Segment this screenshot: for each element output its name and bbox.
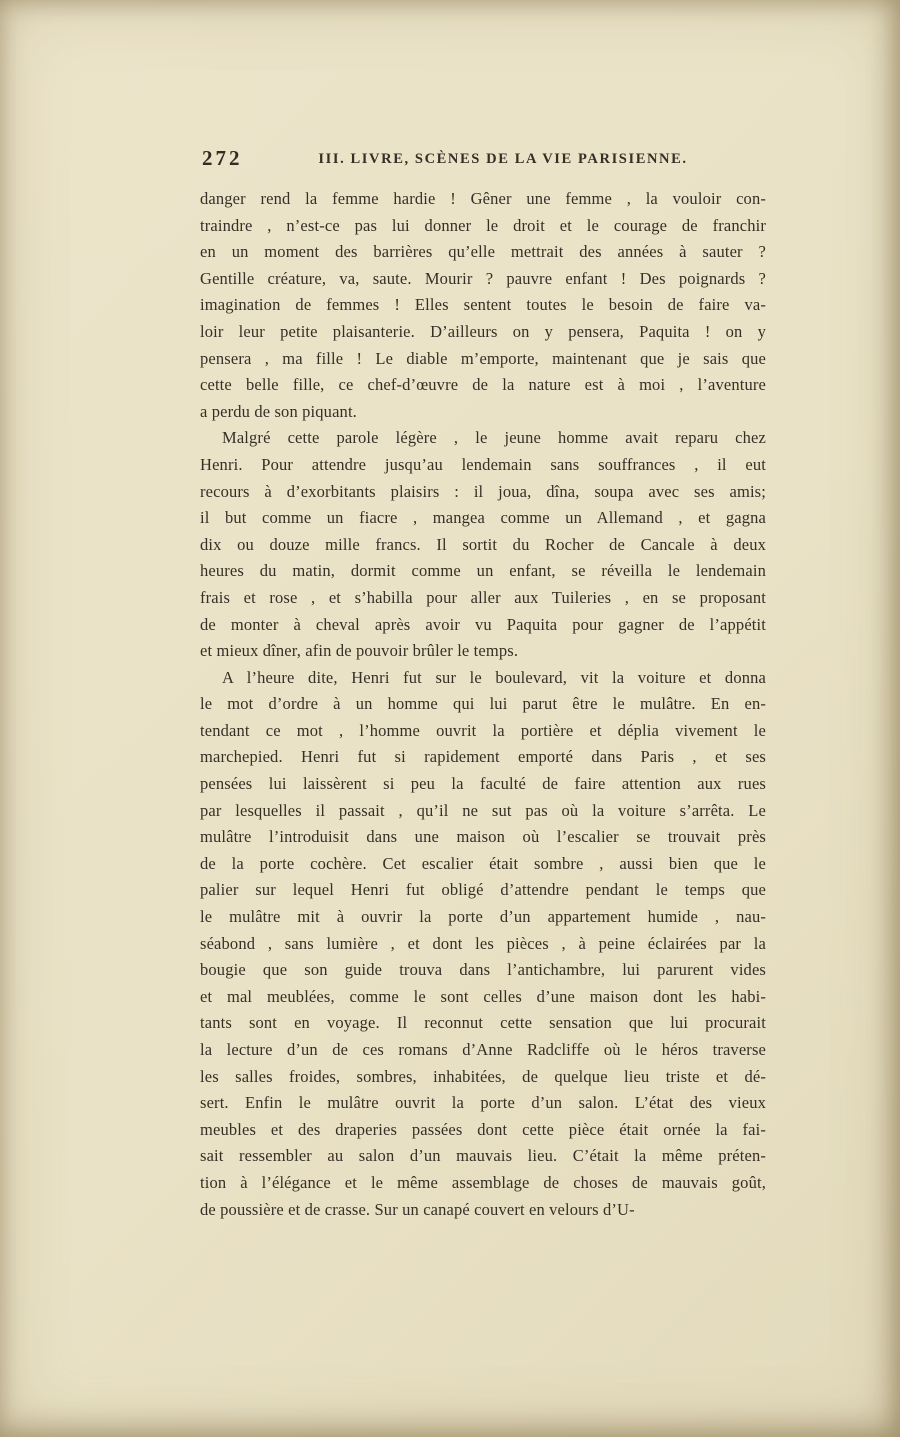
text-line: de monter à cheval après avoir vu Paquita pour gagner de l’appétit — [200, 614, 766, 634]
text-line: heures du matin, dormit comme un enfant, se réveilla le lendemain — [200, 561, 766, 581]
text-line: tendant ce mot , l’homme ouvrit la portière et déplia vivement le — [200, 720, 766, 740]
text-line: frais et rose , et s’habilla pour aller aux Tuileries , en se proposant — [200, 587, 766, 607]
text-line: il but comme un fiacre , mangea comme un Allemand , et gagna — [200, 508, 766, 528]
running-title: III. LIVRE, SCÈNES DE LA VIE PARISIENNE. — [318, 151, 688, 167]
text-line: traindre , n’est-ce pas lui donner le droit et le courage de franchir — [200, 215, 766, 235]
text-line: danger rend la femme hardie ! Gêner une femme , la vouloir con- — [200, 189, 766, 208]
paragraph — [200, 186, 766, 425]
text-line: Gentille créature, va, saute. Mourir ? pauvre enfant ! Des poignards ? — [200, 268, 766, 288]
text-line: sert. Enfin le mulâtre ouvrit la porte d’un salon. L’état des vieux — [200, 1093, 766, 1113]
text-line: et mal meublées, comme le sont celles d’une maison dont les habi- — [200, 986, 766, 1006]
page-number: 272 — [202, 146, 243, 170]
text-line: loir leur petite plaisanterie. D’ailleurs on y pensera, Paquita ! on y — [200, 321, 766, 341]
body-text — [200, 186, 766, 1223]
text-line: palier sur lequel Henri fut obligé d’attendre pendant le temps que — [200, 880, 766, 900]
text-line: de la porte cochère. Cet escalier était sombre , aussi bien que le — [200, 853, 766, 873]
text-line: et mieux dîner, afin de pouvoir brûler le temps. — [200, 641, 519, 661]
paragraph — [200, 665, 766, 1223]
paragraph — [200, 425, 766, 664]
text-line: sait ressembler au salon d’un mauvais lieu. C’était la même préten- — [200, 1146, 766, 1166]
running-head — [200, 146, 766, 172]
text-line: de poussière et de crasse. Sur un canapé couvert en velours d’U- — [200, 1199, 635, 1219]
text-line: le mulâtre mit à ouvrir la porte d’un appartement humide , nau- — [200, 907, 766, 927]
text-line: Malgré cette parole légère , le jeune homme avait reparu chez — [222, 428, 766, 448]
text-line: pensées lui laissèrent si peu la faculté de faire attention aux rues — [200, 774, 766, 794]
text-line: tants sont en voyage. Il reconnut cette sensation que lui procurait — [200, 1013, 766, 1033]
text-line: la lecture d’un de ces romans d’Anne Radcliffe où le héros traverse — [200, 1040, 766, 1059]
text-line: A l’heure dite, Henri fut sur le boulevard, vit la voiture et donna — [222, 667, 766, 687]
text-line: le mot d’ordre à un homme qui lui parut être le mulâtre. En en- — [200, 694, 766, 714]
text-line: en un moment des barrières qu’elle mettrait des années à sauter ? — [200, 242, 766, 262]
text-line: Henri. Pour attendre jusqu’au lendemain sans souffrances , il eut — [200, 454, 766, 474]
text-line: séabond , sans lumière , et dont les pièces , à peine éclairées par la — [200, 933, 766, 953]
text-line: mulâtre l’introduisit dans une maison où l’escalier se trouvait près — [200, 827, 766, 847]
text-line: cette belle fille, ce chef-d’œuvre de la nature est à moi , l’aventure — [200, 375, 766, 395]
text-line: meubles et des draperies passées dont cette pièce était ornée la fai- — [200, 1119, 766, 1139]
text-line: bougie que son guide trouva dans l’antichambre, lui parurent vides — [200, 960, 766, 980]
text-line: tion à l’élégance et le même assemblage de choses de mauvais goût, — [200, 1172, 766, 1192]
text-line: marchepied. Henri fut si rapidement emporté dans Paris , et ses — [200, 747, 766, 767]
text-line: recours à d’exorbitants plaisirs : il joua, dîna, soupa avec ses amis; — [200, 481, 766, 501]
text-line: par lesquelles il passait , qu’il ne sut pas où la voiture s’arrêta. Le — [200, 800, 766, 820]
text-line: pensera , ma fille ! Le diable m’emporte, maintenant que je sais que — [200, 348, 766, 368]
text-line: dix ou douze mille francs. Il sortit du Rocher de Cancale à deux — [200, 534, 766, 554]
text-line: imagination de femmes ! Elles sentent toutes le besoin de faire va- — [200, 295, 766, 315]
text-line: a perdu de son piquant. — [200, 401, 357, 421]
text-line: les salles froides, sombres, inhabitées, de quelque lieu triste et dé- — [200, 1066, 766, 1086]
